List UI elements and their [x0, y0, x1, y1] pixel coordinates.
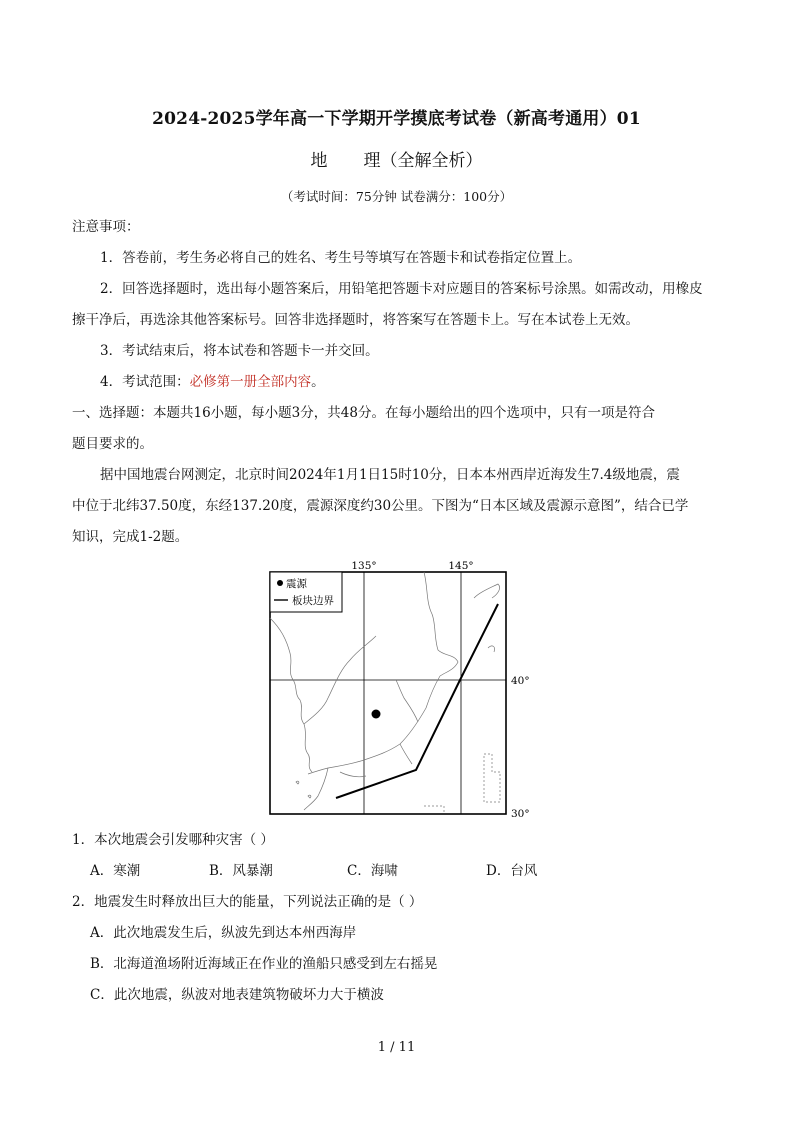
- note-item-4-suffix: 。: [311, 374, 325, 390]
- section-1-instructions-line2: 题目要求的。: [72, 436, 153, 452]
- label-lon-135: 135°: [351, 560, 377, 572]
- q1-option-a: A．寒潮: [90, 863, 141, 879]
- q1-option-c: C．海啸: [347, 863, 398, 879]
- q1-option-d: D．台风: [486, 863, 538, 879]
- page-subtitle: [0, 146, 793, 171]
- q2-option-a: A．此次地震发生后，纵波先到达本州西海岸: [90, 925, 357, 941]
- legend-boundary-label: 板块边界: [292, 595, 334, 607]
- notes-heading: 注意事项：: [72, 219, 140, 235]
- note-item-4: [100, 372, 325, 392]
- legend-epicenter-label: 震源: [286, 578, 307, 590]
- q1-option-b: B．风暴潮: [209, 863, 273, 879]
- epicenter-dot: [372, 710, 381, 719]
- passage-line1: 据中国地震台网测定，北京时间2024年1月1日15时10分，日本本州西岸近海发生7.4级地震，震: [100, 467, 680, 483]
- label-lat-30: 30°: [511, 808, 530, 820]
- passage-line3: 知识，完成1-2题。: [72, 529, 189, 545]
- question-2-stem: 2．地震发生时释放出巨大的能量，下列说法正确的是（ ）: [72, 894, 423, 910]
- note-item-1: 1．答卷前，考生务必将自己的姓名、考生号等填写在答题卡和试卷指定位置上。: [100, 250, 582, 266]
- japan-earthquake-map: [268, 558, 538, 820]
- question-1-stem: 1．本次地震会引发哪种灾害（ ）: [72, 832, 274, 848]
- note-item-2-line2: 擦干净后，再选涂其他答案标号。回答非选择题时，将答案写在答题卡上。写在本试卷上无效。: [72, 312, 639, 328]
- note-item-2-line1: 2．回答选择题时，选出每小题答案后，用铅笔把答题卡对应题目的答案标号涂黑。如需改动，用橡皮: [100, 281, 703, 297]
- q2-option-b: B．北海道渔场附近海域正在作业的渔船只感受到左右摇晃: [90, 956, 438, 972]
- note-item-3: 3．考试结束后，将本试卷和答题卡一并交回。: [100, 343, 379, 359]
- exam-scope: 必修第一册全部内容: [189, 374, 312, 390]
- passage-line2: 中位于北纬37.50度，东经137.20度，震源深度约30公里。下图为“日本区域及震源示意图”，结合已学: [72, 498, 689, 514]
- page-number: 1 / 11: [377, 1040, 416, 1055]
- subject-char-1: 地: [310, 151, 328, 171]
- subject-rest: 理（全解全析）: [363, 151, 483, 171]
- page-title: 2024-2025学年高一下学期开学摸底考试卷（新高考通用）01: [152, 109, 641, 129]
- q2-option-c: C．此次地震，纵波对地表建筑物破坏力大于横波: [90, 987, 384, 1003]
- label-lon-145: 145°: [448, 560, 474, 572]
- label-lat-40: 40°: [511, 675, 530, 687]
- legend-epicenter-symbol: [277, 580, 283, 586]
- section-1-instructions-line1: 一、选择题：本题共16小题，每小题3分，共48分。在每小题给出的四个选项中，只有一项是符合: [72, 405, 655, 421]
- exam-info: （考试时间：75分钟 试卷满分：100分）: [280, 189, 513, 204]
- note-item-4-prefix: 4．考试范围：: [100, 374, 190, 390]
